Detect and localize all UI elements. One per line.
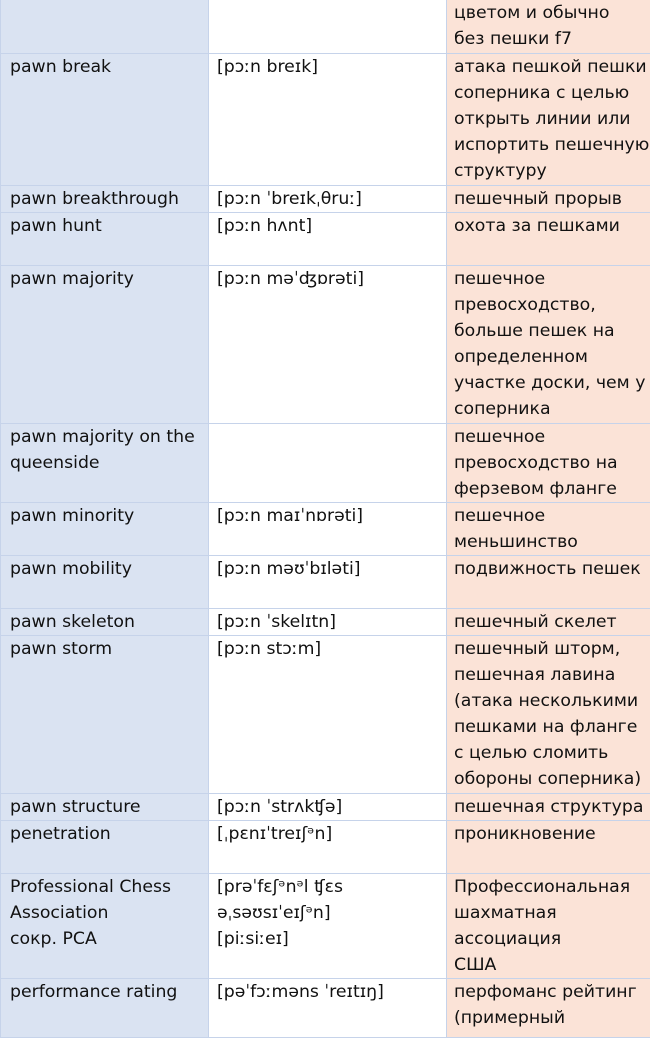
translation-line: пешечный скелет [454, 609, 650, 635]
term-line: pawn breakthrough [10, 186, 208, 212]
term-cell [1, 609, 209, 636]
translation-cell [447, 874, 650, 979]
pronunciation-cell [209, 609, 447, 636]
translation-line: соперника [454, 396, 650, 422]
translation-cell [447, 213, 650, 266]
pronunciation-line: [pɔːn maɪˈnɒrəti] [217, 503, 446, 529]
translation-line: с целью сломить [454, 740, 650, 766]
pronunciation-line: əˌsəʊsɪˈeɪʃᵊn] [217, 900, 446, 926]
term-line: Association [10, 900, 208, 926]
term-line: penetration [10, 821, 208, 847]
translation-line: испортить пешечную [454, 132, 650, 158]
table-row [1, 821, 650, 874]
pronunciation-line: [pəˈfɔːməns ˈreɪtɪŋ] [217, 979, 446, 1005]
translation-line: ферзевом фланге [454, 476, 650, 502]
table-row [1, 979, 650, 1038]
translation-cell [447, 636, 650, 794]
translation-line: Профессиональная [454, 874, 650, 900]
term-line: сокр. PCA [10, 926, 208, 952]
translation-cell [447, 0, 650, 54]
term-cell [1, 636, 209, 794]
table-row [1, 213, 650, 266]
table-row [1, 794, 650, 821]
translation-line: участке доски, чем у [454, 370, 650, 396]
term-cell [1, 54, 209, 186]
translation-line: пешечный прорыв [454, 186, 650, 212]
table-row [1, 0, 650, 54]
table-row [1, 424, 650, 503]
translation-cell [447, 54, 650, 186]
term-line: queenside [10, 450, 208, 476]
pronunciation-line: [pɔːn məʊˈbɪləti] [217, 556, 446, 582]
translation-line: структуру [454, 158, 650, 184]
term-line: pawn storm [10, 636, 208, 662]
translation-cell [447, 424, 650, 503]
translation-line: пешечное [454, 424, 650, 450]
term-line: pawn structure [10, 794, 208, 820]
term-cell [1, 266, 209, 424]
pronunciation-line: [pɔːn stɔːm] [217, 636, 446, 662]
translation-line: без пешки f7 [454, 26, 650, 52]
translation-line: подвижность пешек [454, 556, 650, 582]
translation-line: пешечная лавина [454, 662, 650, 688]
table-row [1, 54, 650, 186]
pronunciation-cell [209, 503, 447, 556]
table-row [1, 636, 650, 794]
translation-cell [447, 556, 650, 609]
pronunciation-cell [209, 186, 447, 213]
table-row [1, 556, 650, 609]
term-cell [1, 874, 209, 979]
translation-cell [447, 609, 650, 636]
translation-line: США [454, 952, 650, 978]
term-line: pawn mobility [10, 556, 208, 582]
translation-line: соперника с целью [454, 80, 650, 106]
translation-line: пешечная структура [454, 794, 650, 820]
glossary-body [1, 0, 650, 1038]
pronunciation-line: [pɔːn ˈbreɪkˌθruː] [217, 186, 446, 212]
term-cell [1, 794, 209, 821]
pronunciation-line: [pɔːn ˈskelɪtn] [217, 609, 446, 635]
pronunciation-line: [pɔːn məˈʤɒrəti] [217, 266, 446, 292]
pronunciation-line: [pɔːn ˈstrʌkʧə] [217, 794, 446, 820]
translation-line: ассоциация [454, 926, 650, 952]
term-line: pawn hunt [10, 213, 208, 239]
pronunciation-cell [209, 821, 447, 874]
translation-line: перфоманс рейтинг [454, 979, 650, 1005]
translation-line: проникновение [454, 821, 650, 847]
translation-line: превосходство на [454, 450, 650, 476]
translation-line: пешечное [454, 266, 650, 292]
translation-line: определенном [454, 344, 650, 370]
translation-cell [447, 979, 650, 1038]
translation-line: (атака несколькими [454, 688, 650, 714]
term-line: pawn majority [10, 266, 208, 292]
term-line: pawn skeleton [10, 609, 208, 635]
term-cell [1, 424, 209, 503]
translation-line: больше пешек на [454, 318, 650, 344]
pronunciation-cell [209, 424, 447, 503]
table-row [1, 874, 650, 979]
table-row [1, 186, 650, 213]
pronunciation-cell [209, 979, 447, 1038]
pronunciation-line: [prəˈfɛʃᵊnᵊl ʧɛs [217, 874, 446, 900]
term-cell [1, 821, 209, 874]
term-line: pawn minority [10, 503, 208, 529]
table-row [1, 503, 650, 556]
translation-cell [447, 794, 650, 821]
translation-line: цветом и обычно [454, 0, 650, 26]
translation-line: атака пешкой пешки [454, 54, 650, 80]
translation-line: превосходство, [454, 292, 650, 318]
term-cell [1, 213, 209, 266]
table-row [1, 609, 650, 636]
pronunciation-line: [pɔːn breɪk] [217, 54, 446, 80]
translation-line: (примерный [454, 1005, 650, 1031]
term-line: pawn break [10, 54, 208, 80]
term-line: pawn majority on the [10, 424, 208, 450]
pronunciation-cell [209, 556, 447, 609]
table-row [1, 266, 650, 424]
translation-line: охота за пешками [454, 213, 650, 239]
pronunciation-cell [209, 266, 447, 424]
translation-line: обороны соперника) [454, 766, 650, 792]
term-line: performance rating [10, 979, 208, 1005]
term-cell [1, 556, 209, 609]
translation-cell [447, 503, 650, 556]
pronunciation-cell [209, 0, 447, 54]
translation-line: пешками на фланге [454, 714, 650, 740]
term-cell [1, 186, 209, 213]
term-cell [1, 979, 209, 1038]
term-cell [1, 0, 209, 54]
term-line: Professional Chess [10, 874, 208, 900]
pronunciation-cell [209, 213, 447, 266]
pronunciation-cell [209, 794, 447, 821]
pronunciation-cell [209, 874, 447, 979]
pronunciation-cell [209, 636, 447, 794]
pronunciation-line: [ˌpɛnɪˈtreɪʃᵊn] [217, 821, 446, 847]
pronunciation-line: [pɔːn hʌnt] [217, 213, 446, 239]
pronunciation-cell [209, 54, 447, 186]
translation-line: меньшинство [454, 529, 650, 555]
translation-line: пешечное [454, 503, 650, 529]
translation-cell [447, 821, 650, 874]
translation-line: открыть линии или [454, 106, 650, 132]
translation-cell [447, 186, 650, 213]
translation-cell [447, 266, 650, 424]
term-cell [1, 503, 209, 556]
pronunciation-line: [piːsiːeɪ] [217, 926, 446, 952]
translation-line: пешечный шторм, [454, 636, 650, 662]
translation-line: шахматная [454, 900, 650, 926]
